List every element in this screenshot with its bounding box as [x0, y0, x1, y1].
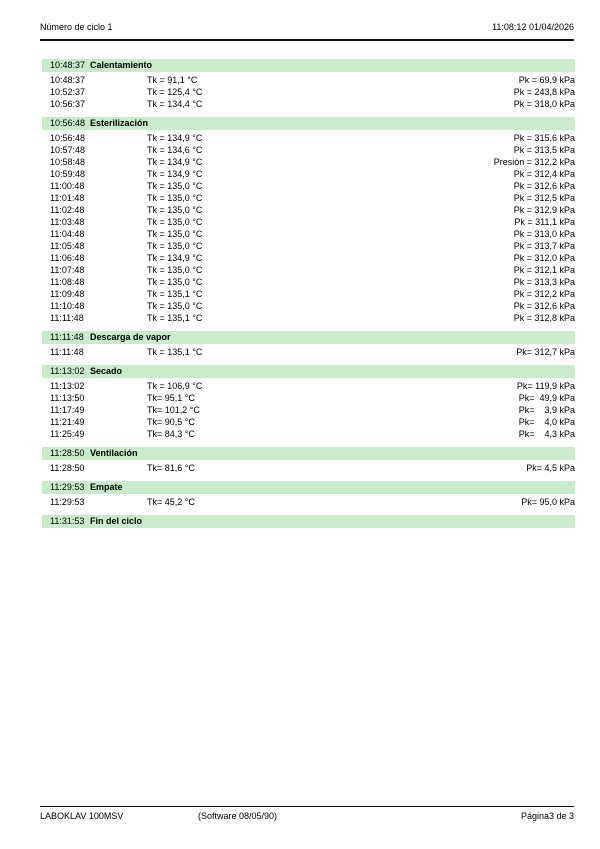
- row-time: 11:29:53: [50, 497, 85, 507]
- row-pressure: Pk = 311,1 kPa: [514, 217, 575, 227]
- phase-start-time: 11:29:53: [50, 482, 85, 492]
- footer-device-name: LABOKLAV 100MSV: [40, 811, 124, 821]
- row-time: 11:13:02: [50, 381, 85, 391]
- phase-title: Fin del ciclo: [90, 516, 143, 526]
- phase-title: Empate: [90, 482, 123, 492]
- row-time: 11:17:49: [50, 405, 85, 415]
- row-time: 11:06:48: [50, 253, 85, 263]
- log-row: [42, 416, 575, 428]
- row-time: 10:56:48: [50, 133, 86, 143]
- row-time: 11:25:49: [50, 429, 85, 439]
- row-time: 10:56:37: [50, 99, 86, 109]
- phase-rows: [42, 132, 575, 324]
- row-pressure: Pk = 312,9 kPa: [513, 205, 575, 215]
- footer-page-number: Página3 de 3: [520, 811, 574, 821]
- row-pressure: Pk = 318,0 kPa: [513, 99, 575, 109]
- row-pressure: Pk = 312,0 kPa: [513, 253, 575, 263]
- row-time: 11:11:48: [50, 347, 84, 357]
- row-temperature: Tk= 81,6 °C: [147, 463, 195, 473]
- phase-title: Ventilación: [90, 448, 138, 458]
- phase-title: Secado: [90, 366, 123, 376]
- phase-rows: [42, 496, 575, 508]
- row-time: 10:52:37: [50, 87, 86, 97]
- row-pressure: Pk = 313,0 kPa: [513, 229, 575, 239]
- phase-header-band: [42, 331, 575, 344]
- phase-rows: [42, 74, 575, 110]
- log-row: [42, 240, 575, 252]
- log-row: [42, 228, 575, 240]
- phase-rows: [42, 380, 575, 440]
- row-temperature: Tk = 135,0 °C: [147, 277, 203, 287]
- row-time: 10:48:37: [50, 75, 86, 85]
- row-time: 11:00:48: [50, 181, 85, 191]
- log-row: [42, 216, 575, 228]
- row-temperature: Tk = 135,0 °C: [147, 265, 203, 275]
- row-time: 11:04:48: [50, 229, 85, 239]
- log-row: [42, 204, 575, 216]
- row-pressure: Pk = 313,5 kPa: [513, 145, 575, 155]
- row-time: 11:11:48: [50, 313, 84, 323]
- row-temperature: Tk = 135,0 °C: [147, 217, 203, 227]
- log-row: [42, 74, 575, 86]
- row-temperature: Tk = 135,0 °C: [147, 181, 203, 191]
- log-row: [42, 132, 575, 144]
- row-temperature: Tk= 45,2 °C: [147, 497, 195, 507]
- row-temperature: Tk = 134,4 °C: [147, 99, 203, 109]
- phase-title: Descarga de vapor: [90, 332, 171, 342]
- row-temperature: Tk = 106,9 °C: [147, 381, 203, 391]
- header-divider: [40, 39, 574, 41]
- row-time: 11:02:48: [50, 205, 85, 215]
- log-row: [42, 462, 575, 474]
- row-time: 11:13:50: [50, 393, 85, 403]
- row-time: 11:08:48: [50, 277, 85, 287]
- cycle-log: [42, 59, 575, 535]
- row-pressure: Pk = 312,4 kPa: [513, 169, 575, 179]
- cycle-number-label: Número de ciclo 1: [40, 22, 113, 32]
- phase-header-band: [42, 481, 575, 494]
- row-time: 11:07:48: [50, 265, 85, 275]
- phase-start-time: 10:56:48: [50, 118, 86, 128]
- phase-title: Esterilización: [90, 118, 149, 128]
- phase-header-band: [42, 365, 575, 378]
- phase-start-time: 11:28:50: [50, 448, 85, 458]
- row-temperature: Tk= 95,1 °C: [147, 393, 195, 403]
- row-pressure: Pk = 312,6 kPa: [513, 301, 575, 311]
- log-row: [42, 380, 575, 392]
- footer-software-version: (Software 08/05/90): [198, 811, 278, 821]
- row-pressure: Pk= 95,0 kPa: [521, 497, 575, 507]
- log-row: [42, 300, 575, 312]
- phase-rows: [42, 462, 575, 474]
- row-pressure: Pk = 312,6 kPa: [513, 181, 575, 191]
- row-time: 11:01:48: [50, 193, 85, 203]
- log-row: [42, 496, 575, 508]
- log-row: [42, 98, 575, 110]
- row-pressure: Pk= 3,9 kPa: [518, 405, 575, 415]
- row-temperature: Tk = 135,0 °C: [147, 301, 203, 311]
- row-temperature: Tk = 135,1 °C: [147, 313, 203, 323]
- phase-rows: [42, 346, 575, 358]
- row-temperature: Tk= 84,3 °C: [147, 429, 195, 439]
- row-time: 11:03:48: [50, 217, 85, 227]
- row-time: 10:58:48: [50, 157, 86, 167]
- row-pressure: Presión = 312,2 kPa: [493, 157, 575, 167]
- row-pressure: Pk = 313,3 kPa: [513, 277, 575, 287]
- row-time: 10:57:48: [50, 145, 86, 155]
- log-row: [42, 180, 575, 192]
- log-row: [42, 392, 575, 404]
- phase-header-band: [42, 59, 575, 72]
- row-temperature: Tk = 135,1 °C: [147, 289, 203, 299]
- log-row: [42, 312, 575, 324]
- row-temperature: Tk= 101,2 °C: [147, 405, 200, 415]
- phase-start-time: 11:13:02: [50, 366, 85, 376]
- row-time: 10:59:48: [50, 169, 86, 179]
- row-temperature: Tk = 134,9 °C: [147, 169, 203, 179]
- footer-divider: [40, 806, 574, 807]
- phase-start-time: 11:11:48: [50, 332, 84, 342]
- row-pressure: Pk = 69,9 kPa: [518, 75, 575, 85]
- row-pressure: Pk= 4,5 kPa: [526, 463, 575, 473]
- log-row: [42, 168, 575, 180]
- cycle-phase-section: [42, 59, 575, 110]
- row-temperature: Tk = 135,0 °C: [147, 205, 203, 215]
- log-row: [42, 264, 575, 276]
- phase-start-time: 11:31:53: [50, 516, 85, 526]
- row-pressure: Pk = 312,8 kPa: [513, 313, 575, 323]
- log-row: [42, 276, 575, 288]
- row-pressure: Pk= 119,9 kPa: [516, 381, 575, 391]
- row-time: 11:05:48: [50, 241, 85, 251]
- row-pressure: Pk = 313,7 kPa: [513, 241, 575, 251]
- row-pressure: Pk = 312,2 kPa: [513, 289, 575, 299]
- row-pressure: Pk = 315,6 kPa: [513, 133, 575, 143]
- phase-header-band: [42, 447, 575, 460]
- row-pressure: Pk= 4,3 kPa: [518, 429, 575, 439]
- phase-title: Calentamiento: [90, 60, 153, 70]
- row-pressure: Pk= 312,7 kPa: [516, 347, 575, 357]
- log-row: [42, 252, 575, 264]
- phase-header-band: [42, 515, 575, 528]
- row-pressure: Pk = 312,5 kPa: [513, 193, 575, 203]
- phase-header-band: [42, 117, 575, 130]
- phase-start-time: 10:48:37: [50, 60, 86, 70]
- cycle-phase-section: [42, 447, 575, 474]
- cycle-phase-section: [42, 481, 575, 508]
- log-row: [42, 346, 575, 358]
- report-footer: [40, 806, 574, 822]
- row-time: 11:10:48: [50, 301, 85, 311]
- cycle-phase-section: [42, 117, 575, 324]
- log-row: [42, 192, 575, 204]
- cycle-phase-section: [42, 365, 575, 440]
- log-row: [42, 404, 575, 416]
- log-row: [42, 144, 575, 156]
- row-temperature: Tk = 135,0 °C: [147, 193, 203, 203]
- row-pressure: Pk = 312,1 kPa: [513, 265, 575, 275]
- cycle-phase-section: [42, 515, 575, 528]
- row-temperature: Tk = 125,4 °C: [147, 87, 203, 97]
- row-temperature: Tk = 134,6 °C: [147, 145, 203, 155]
- row-time: 11:21:49: [50, 417, 85, 427]
- row-temperature: Tk= 90,5 °C: [147, 417, 195, 427]
- row-time: 11:28:50: [50, 463, 85, 473]
- log-row: [42, 156, 575, 168]
- row-time: 11:09:48: [50, 289, 85, 299]
- row-temperature: Tk = 135,0 °C: [147, 229, 203, 239]
- row-temperature: Tk = 91,1 °C: [147, 75, 198, 85]
- cycle-phase-section: [42, 331, 575, 358]
- row-temperature: Tk = 135,0 °C: [147, 241, 203, 251]
- row-pressure: Pk = 243,8 kPa: [513, 87, 575, 97]
- row-temperature: Tk = 134,9 °C: [147, 157, 203, 167]
- row-temperature: Tk = 134,9 °C: [147, 253, 203, 263]
- log-row: [42, 288, 575, 300]
- row-pressure: Pk= 4,0 kPa: [518, 417, 575, 427]
- log-row: [42, 86, 575, 98]
- row-temperature: Tk = 135,1 °C: [147, 347, 203, 357]
- log-row: [42, 428, 575, 440]
- row-pressure: Pk= 49,9 kPa: [518, 393, 575, 403]
- report-header: [40, 21, 574, 33]
- row-temperature: Tk = 134,9 °C: [147, 133, 203, 143]
- print-datetime: 11:08:12 01/04/2026: [492, 22, 574, 32]
